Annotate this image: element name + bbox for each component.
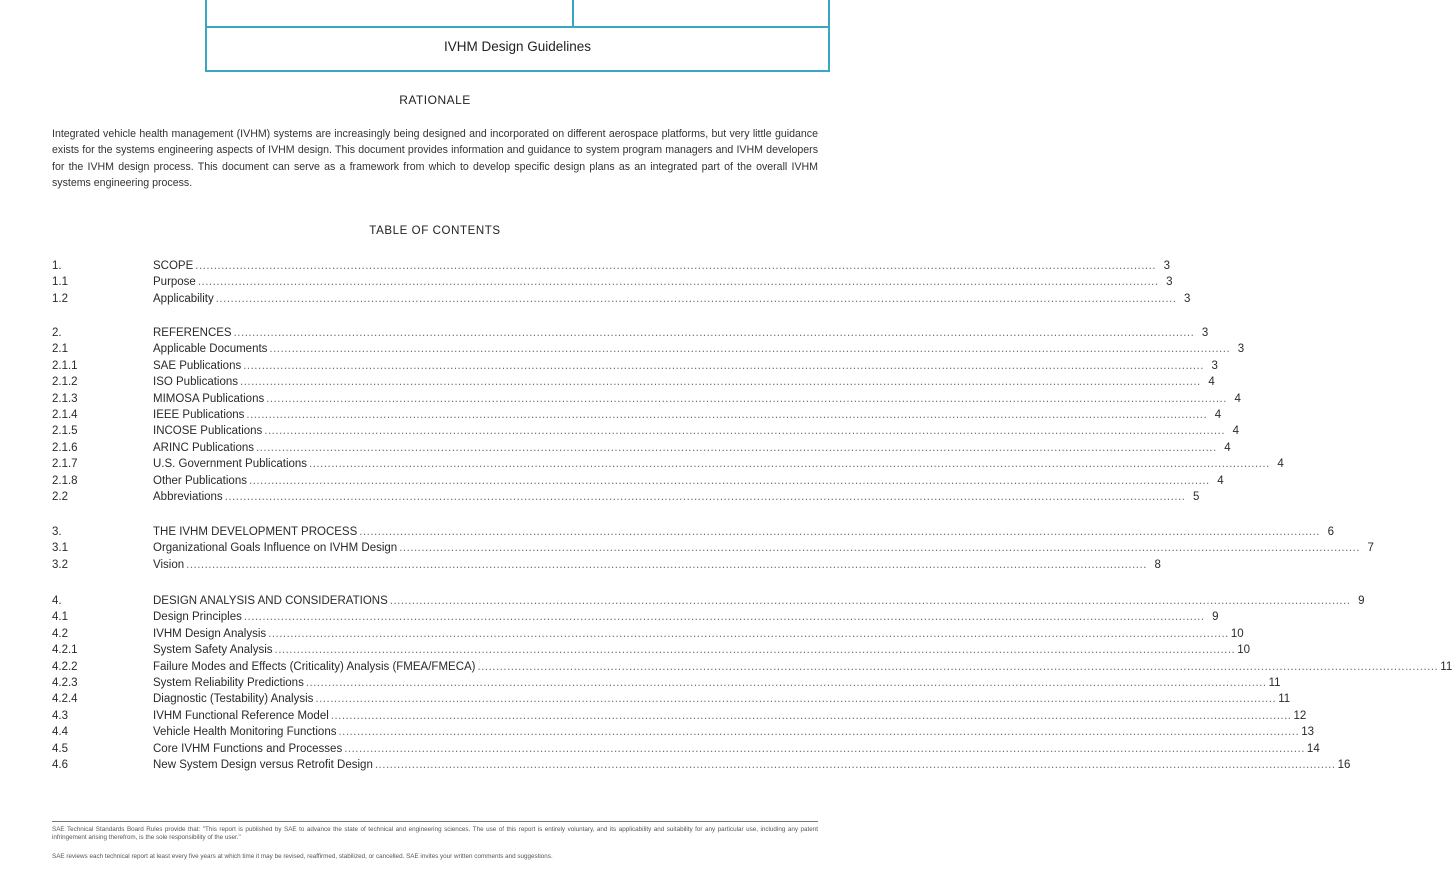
toc-page-number: 11 bbox=[1278, 693, 1291, 706]
rationale-paragraph: Integrated vehicle health management (IVHM) systems are increasingly being designed and incorporated on different aerospace platforms, but very little guidance exists for the systems engineering aspects of IVHM design. This document provides information and guidance to system program managers and IVHM developers for the IVHM design process. This document can serve as a framework from which to develop specific design plans as an integrated part of the overall IVHM systems engineering process. bbox=[52, 128, 818, 190]
toc-dot-leader: .................................................................................................................................................................................................................................................................... bbox=[255, 441, 1217, 454]
toc-row[interactable] bbox=[52, 291, 1191, 307]
toc-dot-leader: .................................................................................................................................................................................................................................................................... bbox=[233, 327, 1195, 339]
toc-section-title: ISO Publications bbox=[153, 376, 239, 389]
toc-section-title: U.S. Government Publications bbox=[153, 458, 308, 471]
toc-dot-leader: .................................................................................................................................................................................................................................................................... bbox=[374, 759, 1336, 771]
toc-dot-leader: .................................................................................................................................................................................................................................................................... bbox=[243, 611, 1205, 624]
toc-section-number: 4.2.1 bbox=[52, 644, 78, 657]
toc-page-number: 11 bbox=[1440, 660, 1452, 673]
toc-section-title: Other Publications bbox=[153, 474, 247, 487]
toc-page-number: 9 bbox=[1358, 595, 1365, 607]
toc-dot-leader: .................................................................................................................................................................................................................................................................... bbox=[264, 425, 1226, 438]
toc-row[interactable] bbox=[52, 557, 1161, 573]
toc-page-number: 4 bbox=[1277, 458, 1284, 471]
toc-row[interactable] bbox=[52, 374, 1215, 390]
toc-row[interactable] bbox=[52, 258, 1170, 274]
toc-section-title: Vehicle Health Monitoring Functions bbox=[153, 726, 337, 739]
document-title: IVHM Design Guidelines bbox=[443, 39, 592, 54]
toc-page-number: 5 bbox=[1193, 491, 1200, 503]
toc-page-number: 3 bbox=[1201, 327, 1209, 339]
toc-row[interactable] bbox=[52, 757, 1351, 773]
toc-dot-leader: .................................................................................................................................................................................................................................................................... bbox=[243, 359, 1204, 372]
toc-row[interactable] bbox=[52, 724, 1314, 740]
toc-page-number: 16 bbox=[1337, 759, 1351, 771]
toc-section-number: 4.2.2 bbox=[52, 660, 78, 673]
toc-section-title: INCOSE Publications bbox=[153, 425, 263, 438]
toc-page-number: 3 bbox=[1211, 359, 1218, 372]
toc-row[interactable] bbox=[52, 358, 1218, 374]
toc-page-number: 3 bbox=[1166, 276, 1173, 289]
toc-section-title: SAE Publications bbox=[153, 359, 242, 372]
toc-page-number: 4 bbox=[1224, 441, 1231, 454]
toc-section-number: 4.2.4 bbox=[52, 693, 78, 706]
toc-page-number: 4 bbox=[1232, 425, 1240, 438]
toc-section-number: 2.1.6 bbox=[52, 441, 78, 454]
toc-section-number: 4.5 bbox=[52, 742, 68, 755]
toc-section-number: 4.4 bbox=[52, 726, 68, 739]
toc-section-number: 2.2 bbox=[52, 491, 68, 503]
toc-row[interactable] bbox=[52, 391, 1241, 407]
toc-dot-leader: .................................................................................................................................................................................................................................................................... bbox=[338, 726, 1300, 739]
toc-page-number: 12 bbox=[1293, 709, 1307, 722]
toc-dot-leader: .................................................................................................................................................................................................................................................................... bbox=[330, 709, 1292, 722]
toc-section-number: 2.1 bbox=[52, 343, 68, 356]
toc-page-number: 3 bbox=[1163, 260, 1170, 272]
toc-section-title: THE IVHM DEVELOPMENT PROCESS bbox=[153, 526, 358, 538]
toc-section-number: 2.1.7 bbox=[52, 458, 78, 471]
toc-section-number: 4. bbox=[52, 595, 62, 607]
toc-section-number: 1. bbox=[52, 260, 62, 272]
toc-dot-leader: .................................................................................................................................................................................................................................................................... bbox=[274, 644, 1236, 657]
toc-dot-leader: .................................................................................................................................................................................................................................................................... bbox=[195, 260, 1156, 272]
toc-section-title: Applicable Documents bbox=[153, 343, 268, 356]
toc-section-number: 4.3 bbox=[52, 709, 68, 722]
footer-divider bbox=[52, 821, 818, 822]
toc-section-number: 2.1.1 bbox=[52, 359, 78, 372]
toc-page-number: 4 bbox=[1214, 409, 1222, 421]
toc-section-number: 2.1.8 bbox=[52, 474, 78, 487]
toc-row[interactable] bbox=[52, 341, 1245, 357]
toc-dot-leader: .................................................................................................................................................................................................................................................................... bbox=[266, 392, 1227, 405]
toc-section-number: 3.2 bbox=[52, 558, 68, 571]
toc-row[interactable] bbox=[52, 489, 1200, 505]
toc-dot-leader: .................................................................................................................................................................................................................................................................... bbox=[359, 526, 1320, 538]
toc-row[interactable] bbox=[52, 456, 1284, 472]
toc-dot-leader: .................................................................................................................................................................................................................................................................... bbox=[268, 627, 1229, 640]
toc-row[interactable] bbox=[52, 642, 1251, 658]
toc-page-number: 10 bbox=[1230, 627, 1244, 640]
toc-section-title: Abbreviations bbox=[153, 491, 223, 503]
toc-row[interactable] bbox=[52, 325, 1209, 341]
toc-section-title: REFERENCES bbox=[153, 327, 232, 339]
toc-section-title: Vision bbox=[153, 558, 185, 571]
toc-page-number: 4 bbox=[1217, 474, 1224, 487]
toc-section-title: IEEE Publications bbox=[153, 409, 245, 421]
toc-row[interactable] bbox=[52, 708, 1307, 724]
toc-section-title: ARINC Publications bbox=[153, 441, 254, 454]
toc-page-number: 14 bbox=[1306, 742, 1320, 755]
toc-section-title: Diagnostic (Testability) Analysis bbox=[153, 693, 314, 706]
toc-section-number: 4.2 bbox=[52, 627, 68, 640]
toc-page-number: 3 bbox=[1237, 343, 1245, 356]
toc-dot-leader: .................................................................................................................................................................................................................................................................... bbox=[399, 542, 1360, 555]
toc-section-title: System Reliability Predictions bbox=[153, 677, 304, 689]
toc-section-number: 1.1 bbox=[52, 276, 68, 289]
toc-section-title: New System Design versus Retrofit Design bbox=[153, 759, 373, 771]
toc-dot-leader: .................................................................................................................................................................................................................................................................... bbox=[248, 474, 1210, 487]
toc-dot-leader: .................................................................................................................................................................................................................................................................... bbox=[305, 677, 1267, 689]
toc-row[interactable] bbox=[52, 593, 1365, 609]
title-block-header-row bbox=[207, 0, 828, 28]
toc-dot-leader: .................................................................................................................................................................................................................................................................... bbox=[344, 742, 1305, 755]
toc-row[interactable] bbox=[52, 626, 1244, 642]
toc-section-title: MIMOSA Publications bbox=[153, 392, 265, 405]
toc-row[interactable] bbox=[52, 691, 1291, 707]
toc-section-number: 2.1.3 bbox=[52, 392, 78, 405]
toc-section-title: IVHM Design Analysis bbox=[153, 627, 267, 640]
toc-dot-leader: .................................................................................................................................................................................................................................................................... bbox=[389, 595, 1351, 607]
toc-row[interactable] bbox=[52, 524, 1334, 540]
toc-section-number: 2.1.4 bbox=[52, 409, 78, 421]
toc-dot-leader: .................................................................................................................................................................................................................................................................... bbox=[197, 276, 1159, 289]
toc-section-title: SCOPE bbox=[153, 260, 194, 272]
toc-section-title: Failure Modes and Effects (Criticality) Analysis (FMEA/FMECA) bbox=[153, 660, 476, 673]
toc-row[interactable] bbox=[52, 675, 1281, 691]
toc-row[interactable] bbox=[52, 274, 1173, 290]
toc-row[interactable] bbox=[52, 609, 1219, 625]
toc-row[interactable] bbox=[52, 473, 1224, 489]
toc-page-number: 13 bbox=[1301, 726, 1314, 739]
toc-page-number: 4 bbox=[1208, 376, 1215, 389]
toc-section-title: Organizational Goals Influence on IVHM Design bbox=[153, 542, 398, 555]
footer-disclaimer: SAE Technical Standards Board Rules provide that: "This report is published by SAE to advance the state of technical and engineering sciences. The use of this report is entirely voluntary, and its applicability and suitability for any particular use, including any patent infringement arising therefrom, is the sole responsibility of the user." bbox=[52, 826, 818, 841]
toc-dot-leader: .................................................................................................................................................................................................................................................................... bbox=[215, 292, 1177, 305]
toc-page-number: 6 bbox=[1327, 526, 1334, 538]
toc-row[interactable] bbox=[52, 440, 1231, 456]
toc-page-number: 4 bbox=[1234, 392, 1241, 405]
toc-section-number: 3. bbox=[52, 526, 62, 538]
toc-row[interactable] bbox=[52, 540, 1374, 556]
rationale-heading: RATIONALE bbox=[399, 93, 471, 107]
toc-section-number: 2.1.5 bbox=[52, 425, 78, 438]
toc-section-title: System Safety Analysis bbox=[153, 644, 273, 657]
title-block-divider bbox=[572, 0, 574, 26]
toc-dot-leader: .................................................................................................................................................................................................................................................................... bbox=[240, 376, 1201, 389]
toc-dot-leader: .................................................................................................................................................................................................................................................................... bbox=[186, 558, 1147, 571]
toc-page-number: 8 bbox=[1154, 558, 1161, 571]
toc-section-title: Applicability bbox=[153, 292, 214, 305]
toc-dot-leader: .................................................................................................................................................................................................................................................................... bbox=[315, 693, 1277, 706]
toc-dot-leader: .................................................................................................................................................................................................................................................................... bbox=[309, 458, 1270, 471]
toc-section-number: 2. bbox=[52, 327, 62, 339]
toc-row[interactable] bbox=[52, 423, 1240, 439]
document-title-block bbox=[205, 0, 830, 72]
toc-heading: TABLE OF CONTENTS bbox=[369, 225, 501, 237]
toc-section-number: 4.6 bbox=[52, 759, 68, 771]
footer-review-note: SAE reviews each technical report at least every five years at which time it may be revised, reaffirmed, stabilized, or cancelled. SAE invites your written comments and suggestions. bbox=[52, 853, 553, 860]
toc-page-number: 11 bbox=[1268, 677, 1281, 689]
toc-dot-leader: .................................................................................................................................................................................................................................................................... bbox=[269, 343, 1231, 356]
toc-page-number: 7 bbox=[1367, 542, 1374, 555]
toc-dot-leader: .................................................................................................................................................................................................................................................................... bbox=[246, 409, 1208, 421]
toc-section-title: IVHM Functional Reference Model bbox=[153, 709, 329, 722]
toc-section-title: Design Principles bbox=[153, 611, 242, 624]
toc-section-number: 4.2.3 bbox=[52, 677, 78, 689]
toc-row[interactable] bbox=[52, 659, 1452, 675]
toc-page-number: 3 bbox=[1184, 292, 1191, 305]
toc-row[interactable] bbox=[52, 741, 1320, 757]
toc-dot-leader: .................................................................................................................................................................................................................................................................... bbox=[477, 660, 1439, 673]
toc-section-number: 4.1 bbox=[52, 611, 68, 624]
toc-section-title: Purpose bbox=[153, 276, 196, 289]
toc-row[interactable] bbox=[52, 407, 1222, 423]
toc-section-number: 2.1.2 bbox=[52, 376, 78, 389]
toc-page-number: 9 bbox=[1212, 611, 1219, 624]
toc-section-number: 1.2 bbox=[52, 292, 68, 305]
toc-section-title: DESIGN ANALYSIS AND CONSIDERATIONS bbox=[153, 595, 388, 607]
toc-page-number: 10 bbox=[1237, 644, 1251, 657]
toc-dot-leader: .................................................................................................................................................................................................................................................................... bbox=[224, 491, 1186, 503]
toc-section-title: Core IVHM Functions and Processes bbox=[153, 742, 343, 755]
toc-section-number: 3.1 bbox=[52, 542, 68, 555]
